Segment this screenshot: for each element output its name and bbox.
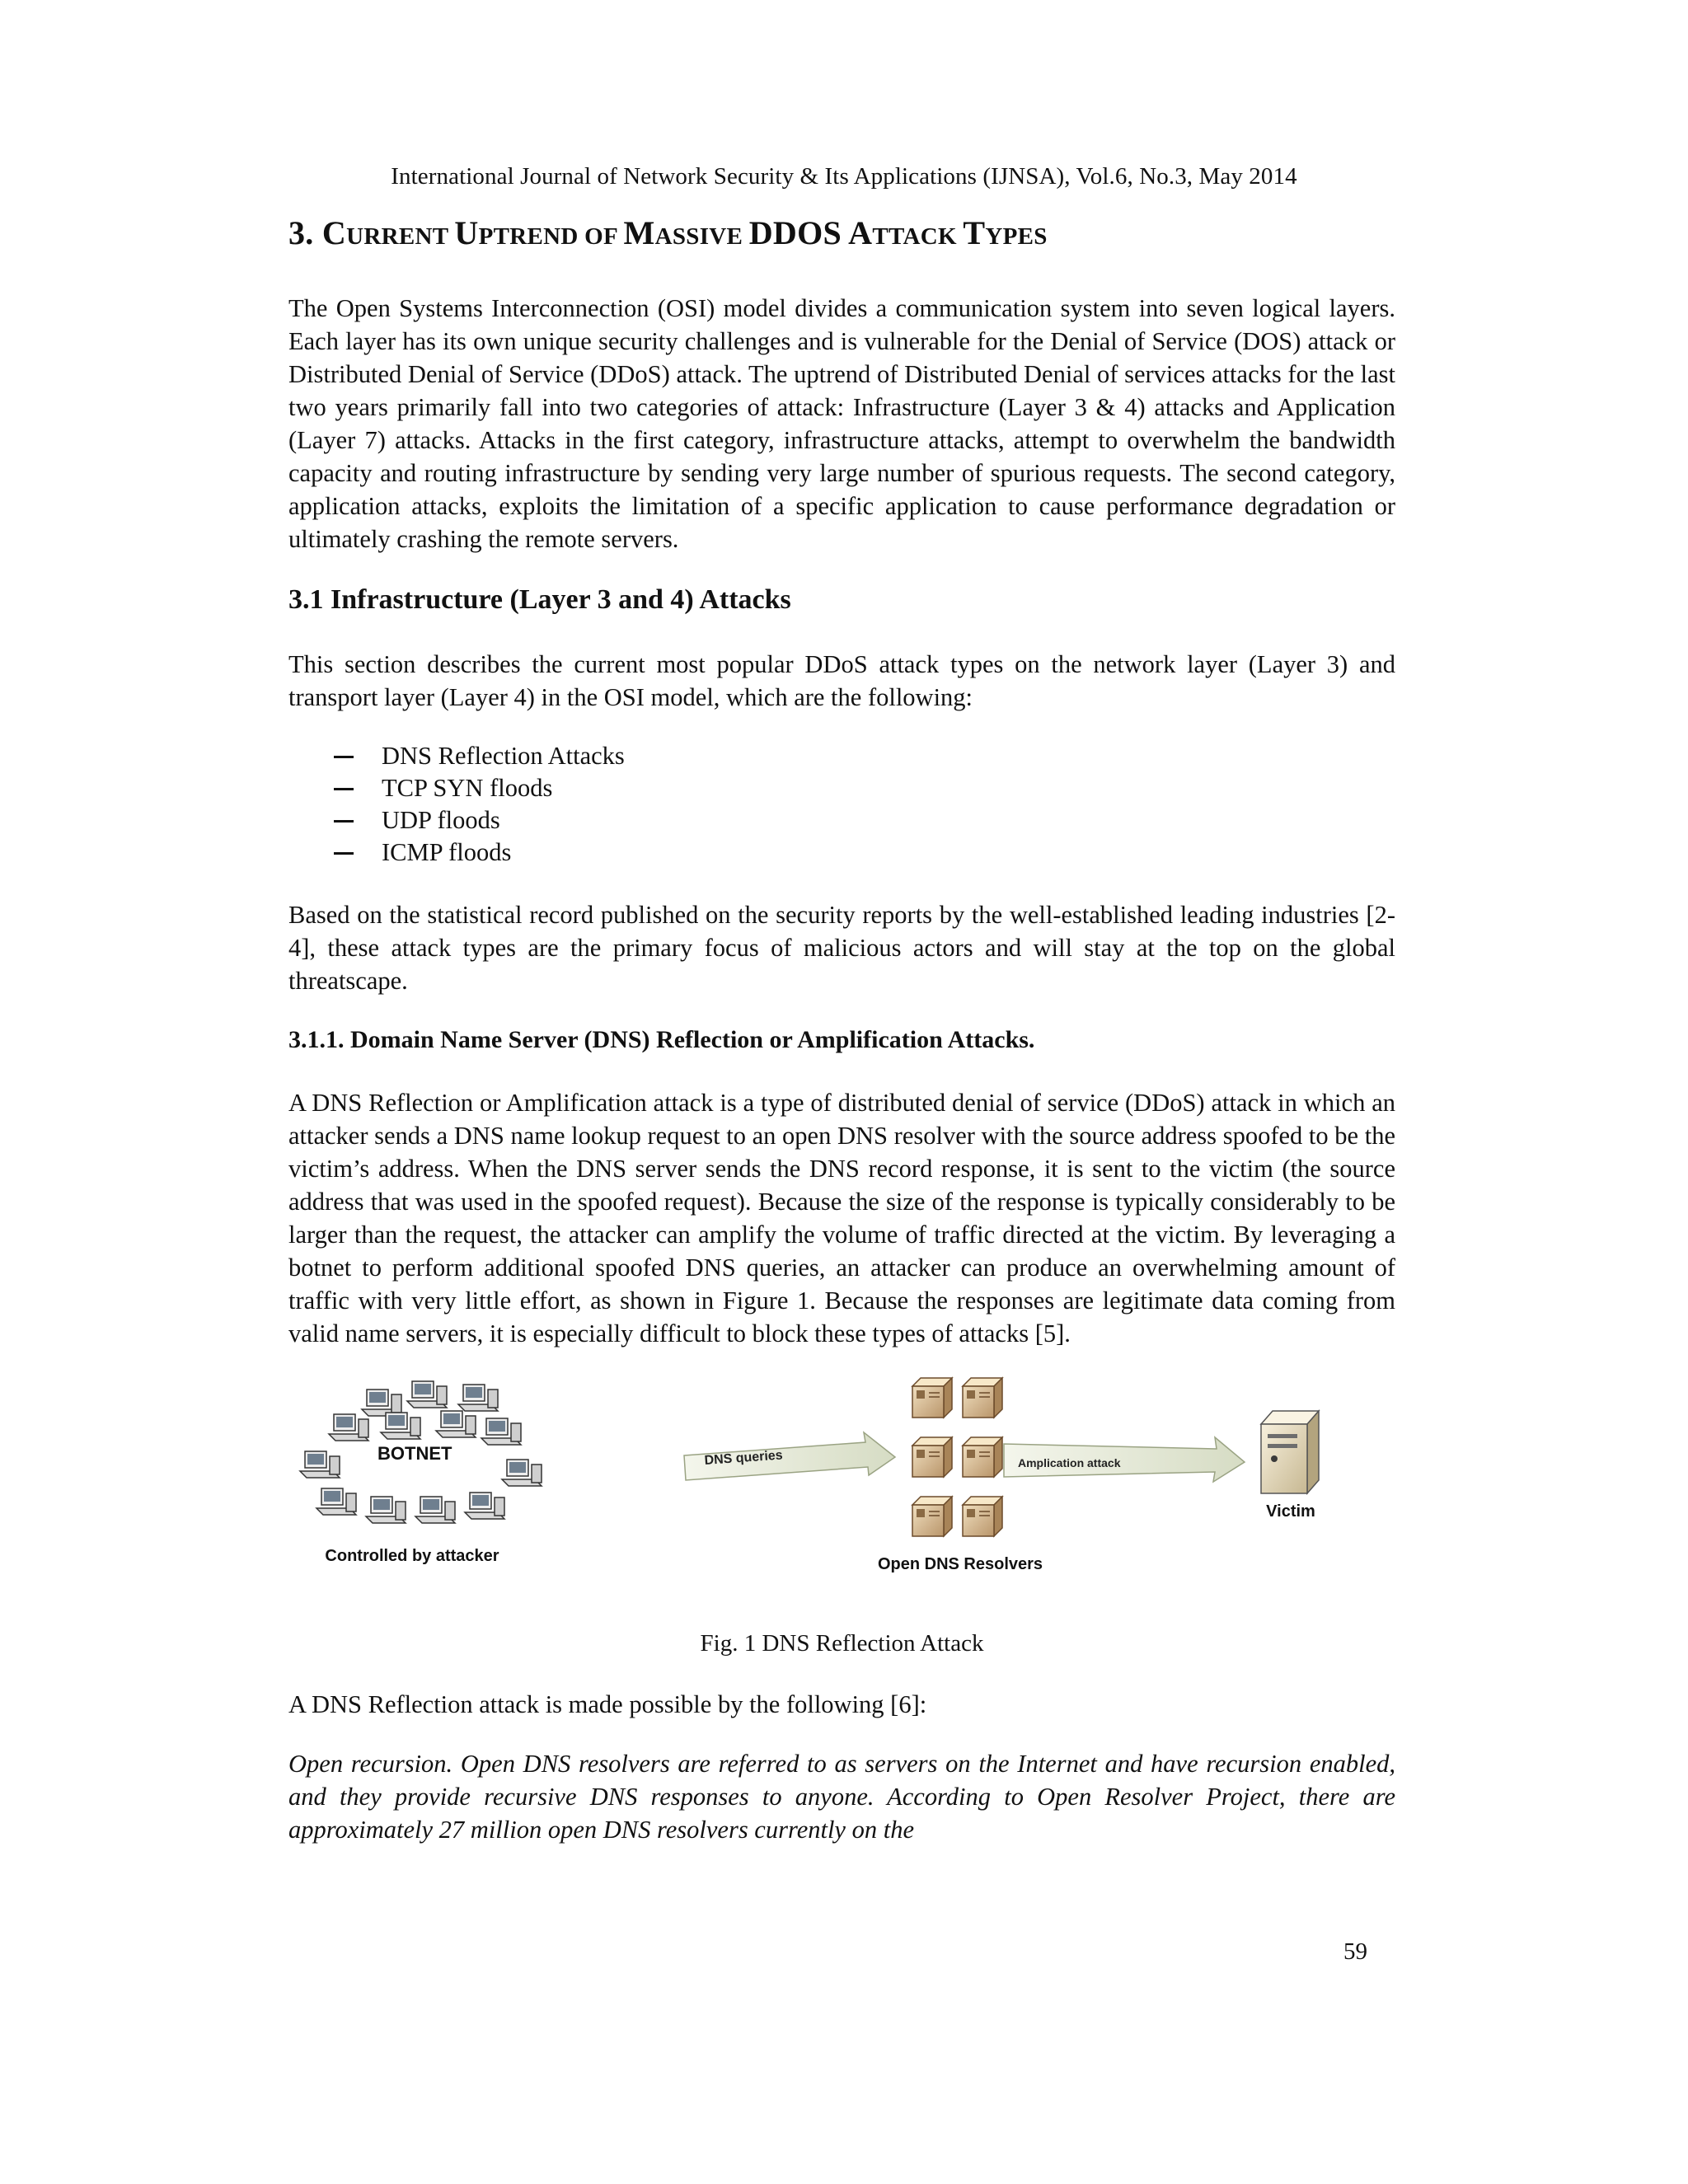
computer-icon bbox=[381, 1413, 420, 1439]
controlled-by-attacker-label: Controlled by attacker bbox=[325, 1547, 499, 1565]
section-3-1-intro: This section describes the current most popular DDoS attack types on the network layer (Layer 3) and transport layer (Layer 4) in the OSI model, which are the following: bbox=[288, 650, 1395, 711]
computer-icon bbox=[415, 1497, 455, 1523]
amplification-attack-label: Amplication attack bbox=[1018, 1456, 1121, 1469]
computer-icon bbox=[465, 1493, 504, 1519]
running-head: International Journal of Network Security & Its Applications (IJNSA), Vol.6, No.3, May 2014 bbox=[391, 163, 1297, 190]
section-3-1-after-list: Based on the statistical record published on the security reports by the well-established leading industries [2-4], these attack types are the primary focus of malicious actors and will stay at the top on the global threatscape. bbox=[288, 901, 1395, 995]
section-3-1-heading: 3.1 Infrastructure (Layer 3 and 4) Attacks bbox=[288, 584, 791, 615]
list-item: UDP floods bbox=[334, 804, 1395, 837]
computer-icon bbox=[362, 1390, 401, 1416]
computer-icon bbox=[502, 1460, 542, 1486]
dash-bullet bbox=[334, 852, 354, 855]
section-3-heading: 3. CURRENT UPTREND OF MASSIVE DDOS ATTACK TYPES bbox=[288, 214, 1048, 251]
server-icon bbox=[963, 1497, 1002, 1536]
figure-caption: Fig. 1 DNS Reflection Attack bbox=[700, 1630, 984, 1657]
victim-label: Victim bbox=[1266, 1502, 1315, 1521]
dash-bullet bbox=[334, 756, 354, 758]
server-icon bbox=[963, 1437, 1002, 1477]
page-content bbox=[288, 213, 1395, 1846]
computer-icon bbox=[316, 1488, 356, 1515]
server-icon bbox=[912, 1497, 952, 1536]
list-item: ICMP floods bbox=[334, 837, 1395, 869]
dns-queries-label: DNS queries bbox=[704, 1448, 784, 1468]
server-icon bbox=[963, 1378, 1002, 1418]
botnet-label: BOTNET bbox=[377, 1443, 452, 1464]
open-dns-resolvers-label: Open DNS Resolvers bbox=[877, 1555, 1043, 1573]
section-3-1-1-paragraph: A DNS Reflection or Amplification attack is a type of distributed denial of service (DDoS) attack in which an attacker sends a DNS name lookup request to an open DNS resolver with the source address spoofed to be the victim’s address. When the DNS server sends the DNS record response, it is sent to the victim (the source address that was used in the spoofed request). Because the size of the response is typically considerably to be larger than the request, the attacker can amplify the volume of traffic directed at the victim. By leveraging a botnet to perform additional spoofed DNS queries, an attacker can produce an overwhelming amount of traffic with very little effort, as shown in Figure 1. Because the responses are legitimate data coming from valid name servers, it is especially difficult to block these types of attacks [5]. bbox=[288, 1089, 1395, 1347]
computer-icon bbox=[481, 1418, 521, 1445]
attack-type-list bbox=[288, 740, 1395, 869]
computer-icon bbox=[366, 1497, 406, 1523]
dns-queries-arrow bbox=[684, 1432, 895, 1480]
computer-icon bbox=[458, 1385, 498, 1411]
server-icon bbox=[912, 1378, 952, 1418]
dash-bullet bbox=[334, 788, 354, 790]
dash-bullet bbox=[334, 820, 354, 823]
after-figure-paragraph: A DNS Reflection attack is made possible by the following [6]: bbox=[288, 1690, 927, 1718]
amplification-attack-arrow bbox=[1004, 1437, 1245, 1482]
list-item: DNS Reflection Attacks bbox=[334, 740, 1395, 772]
dns-reflection-diagram bbox=[288, 1373, 1395, 1620]
computer-icon bbox=[436, 1411, 476, 1437]
open-recursion-paragraph: Open recursion. Open DNS resolvers are referred to as servers on the Internet and have recursion enabled, and they provide recursive DNS responses to anyone. According to Open Resolver Project, there are approximately 27 million open DNS resolvers currently on the bbox=[288, 1750, 1395, 1844]
server-icon bbox=[912, 1437, 952, 1477]
list-item: TCP SYN floods bbox=[334, 772, 1395, 804]
page-number: 59 bbox=[1343, 1938, 1367, 1965]
section-3-1-1-heading: 3.1.1. Domain Name Server (DNS) Reflection or Amplification Attacks. bbox=[288, 1026, 1035, 1053]
computer-icon bbox=[329, 1414, 368, 1441]
victim-server-icon bbox=[1261, 1411, 1319, 1521]
computer-icon bbox=[407, 1381, 447, 1408]
botnet-cluster bbox=[300, 1381, 542, 1565]
figure-dns-reflection bbox=[288, 1373, 1395, 1620]
computer-icon bbox=[300, 1451, 340, 1478]
section-3-paragraph: The Open Systems Interconnection (OSI) model divides a communication system into seven logical layers. Each layer has its own unique security challenges and is vulnerable for the Denial of Service (DOS) attack or Distributed Denial of Service (DDoS) attack. The uptrend of Distributed Denial of services attacks for the last two years primarily fall into two categories of attack: Infrastructure (Layer 3 & 4) attacks and Application (Layer 7) attacks. Attacks in the first category, infrastructure attacks, attempt to overwhelm the bandwidth capacity and routing infrastructure by sending very large number of spurious requests. The second category, application attacks, exploits the limitation of a specific application to cause performance degradation or ultimately crashing the remote servers. bbox=[288, 294, 1395, 553]
